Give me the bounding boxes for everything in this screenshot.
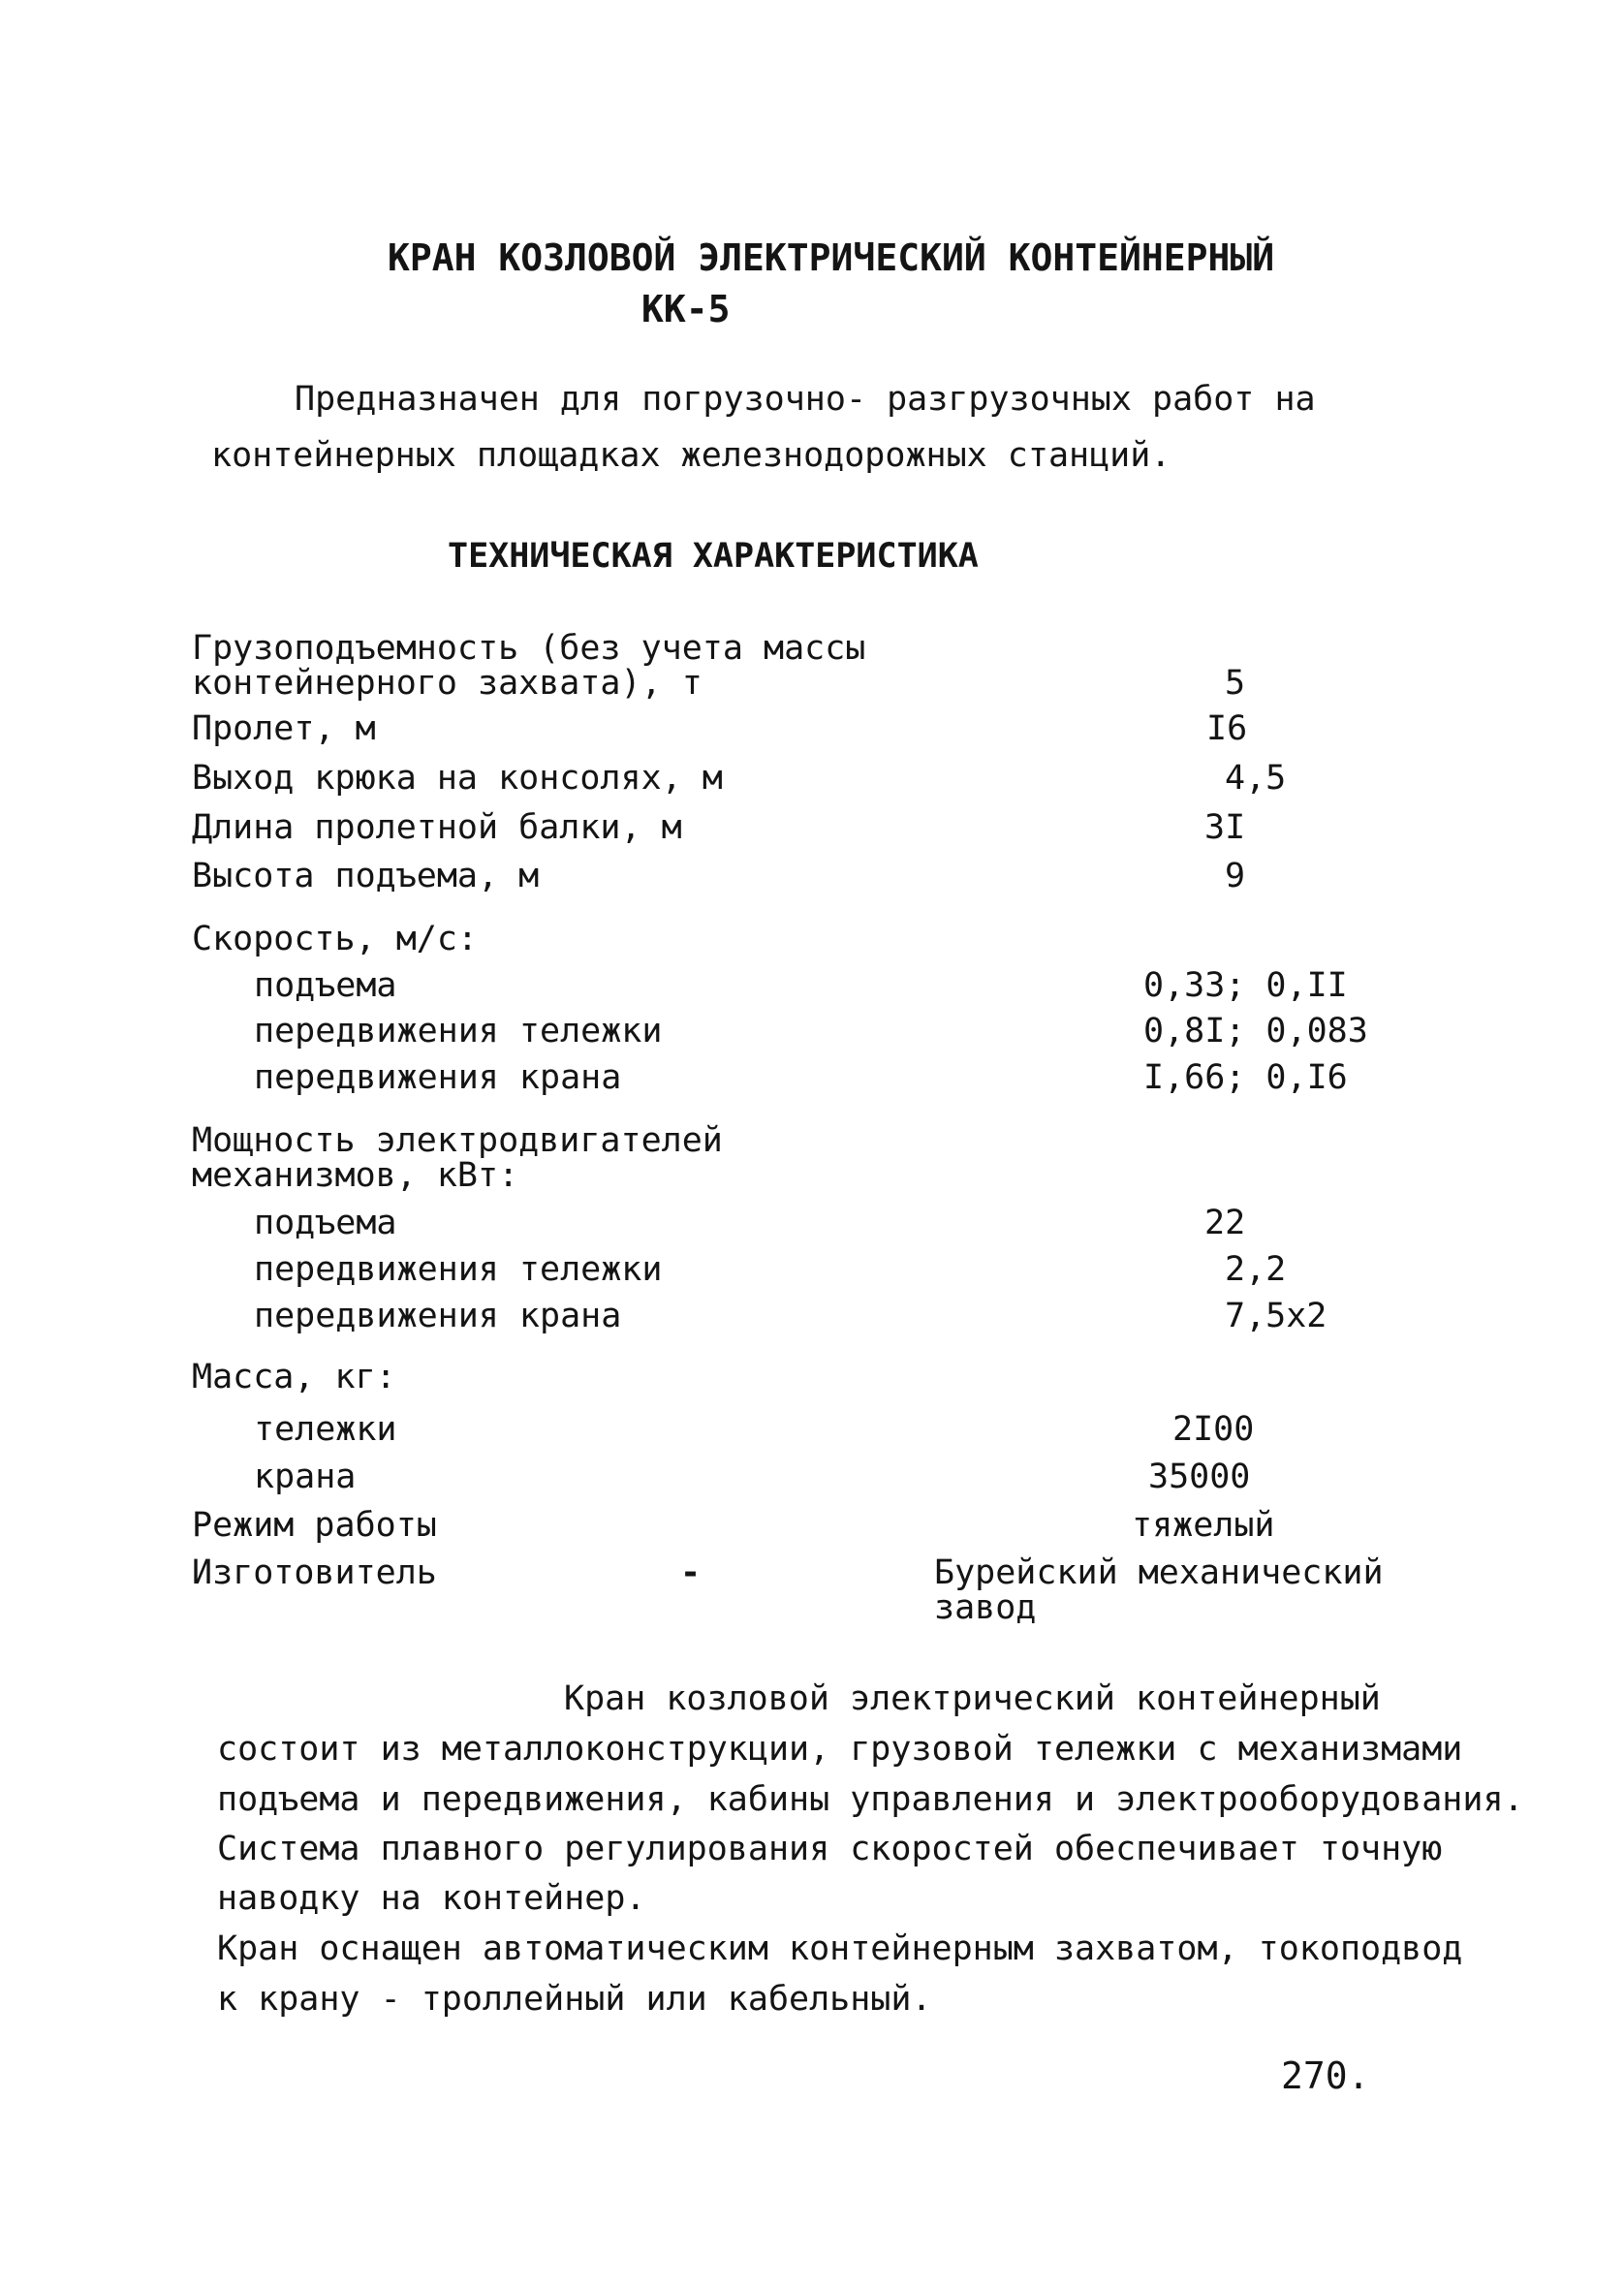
spec-mass-label: Масса, кг:: [192, 1358, 396, 1396]
spec-span-value: I6: [1206, 709, 1248, 748]
description-line-5: наводку на контейнер.: [217, 1879, 646, 1918]
spec-span-label: Пролет, м: [192, 709, 376, 748]
model-designation: КК-5: [641, 288, 731, 330]
spec-power-lift-label: подъема: [254, 1204, 397, 1242]
spec-speed-trolley-label: передвижения тележки: [254, 1012, 663, 1050]
spec-power-label-2: механизмов, кВт:: [192, 1156, 519, 1195]
spec-maker-value-1: Бурейский механический: [934, 1553, 1384, 1592]
spec-maker-value-2: завод: [934, 1588, 1037, 1627]
document-title: КРАН КОЗЛОВОЙ ЭЛЕКТРИЧЕСКИЙ КОНТЕЙНЕРНЫЙ: [388, 236, 1275, 279]
description-line-2: состоит из металлоконструкции, грузовой тележки с механизмами: [217, 1730, 1463, 1769]
spec-hook-reach-label: Выход крюка на консолях, м: [192, 759, 723, 798]
spec-hook-reach-value: 4,5: [1225, 759, 1287, 798]
spec-power-lift-value: 22: [1204, 1204, 1246, 1242]
spec-maker-dash: -: [680, 1553, 702, 1592]
spec-capacity-value: 5: [1225, 664, 1246, 703]
spec-power-label-1: Мощность электродвигателей: [192, 1121, 723, 1160]
description-line-7: к крану - троллейный или кабельный.: [217, 1980, 932, 2019]
spec-mass-trolley-value: 2I00: [1172, 1410, 1255, 1449]
description-line-3: подъема и передвижения, кабины управления и электрооборудования.: [217, 1780, 1524, 1819]
spec-capacity-label-1: Грузоподъемность (без учета массы: [192, 629, 866, 668]
spec-maker-label: Изготовитель: [192, 1553, 437, 1592]
spec-power-crane-label: передвижения крана: [254, 1297, 622, 1335]
spec-mass-trolley-label: тележки: [254, 1410, 397, 1449]
spec-power-crane-value: 7,5x2: [1225, 1297, 1327, 1335]
purpose-line-1: Предназначен для погрузочно- разгрузочных работ на: [295, 380, 1316, 419]
spec-mass-crane-label: крана: [254, 1458, 357, 1496]
spec-capacity-label-2: контейнерного захвата), т: [192, 664, 703, 703]
description-line-4: Система плавного регулирования скоростей обеспечивает точную: [217, 1830, 1443, 1868]
description-line-1: Кран козловой электрический контейнерный: [564, 1679, 1381, 1718]
spec-speed-crane-label: передвижения крана: [254, 1058, 622, 1097]
purpose-line-2: контейнерных площадках железнодорожных станций.: [211, 436, 1171, 475]
spec-speed-label: Скорость, м/с:: [192, 920, 479, 958]
spec-power-trolley-label: передвижения тележки: [254, 1250, 663, 1289]
spec-beam-length-label: Длина пролетной балки, м: [192, 808, 682, 847]
description-line-6: Кран оснащен автоматическим контейнерным захватом, токоподвод: [217, 1929, 1463, 1968]
spec-speed-lift-value: 0,33; 0,II: [1143, 966, 1348, 1005]
spec-mode-value: тяжелый: [1132, 1506, 1275, 1545]
spec-speed-crane-value: I,66; 0,I6: [1143, 1058, 1348, 1097]
spec-beam-length-value: 3I: [1204, 808, 1246, 847]
page-number: 270.: [1281, 2054, 1370, 2097]
spec-power-trolley-value: 2,2: [1225, 1250, 1287, 1289]
spec-mass-crane-value: 35000: [1148, 1458, 1251, 1496]
spec-speed-trolley-value: 0,8I; 0,083: [1143, 1012, 1368, 1050]
spec-lift-height-value: 9: [1225, 857, 1246, 895]
spec-mode-label: Режим работы: [192, 1506, 437, 1545]
spec-lift-height-label: Высота подъема, м: [192, 857, 540, 895]
spec-speed-lift-label: подъема: [254, 966, 397, 1005]
section-heading: ТЕХНИЧЕСКАЯ ХАРАКТЕРИСТИКА: [448, 537, 979, 576]
